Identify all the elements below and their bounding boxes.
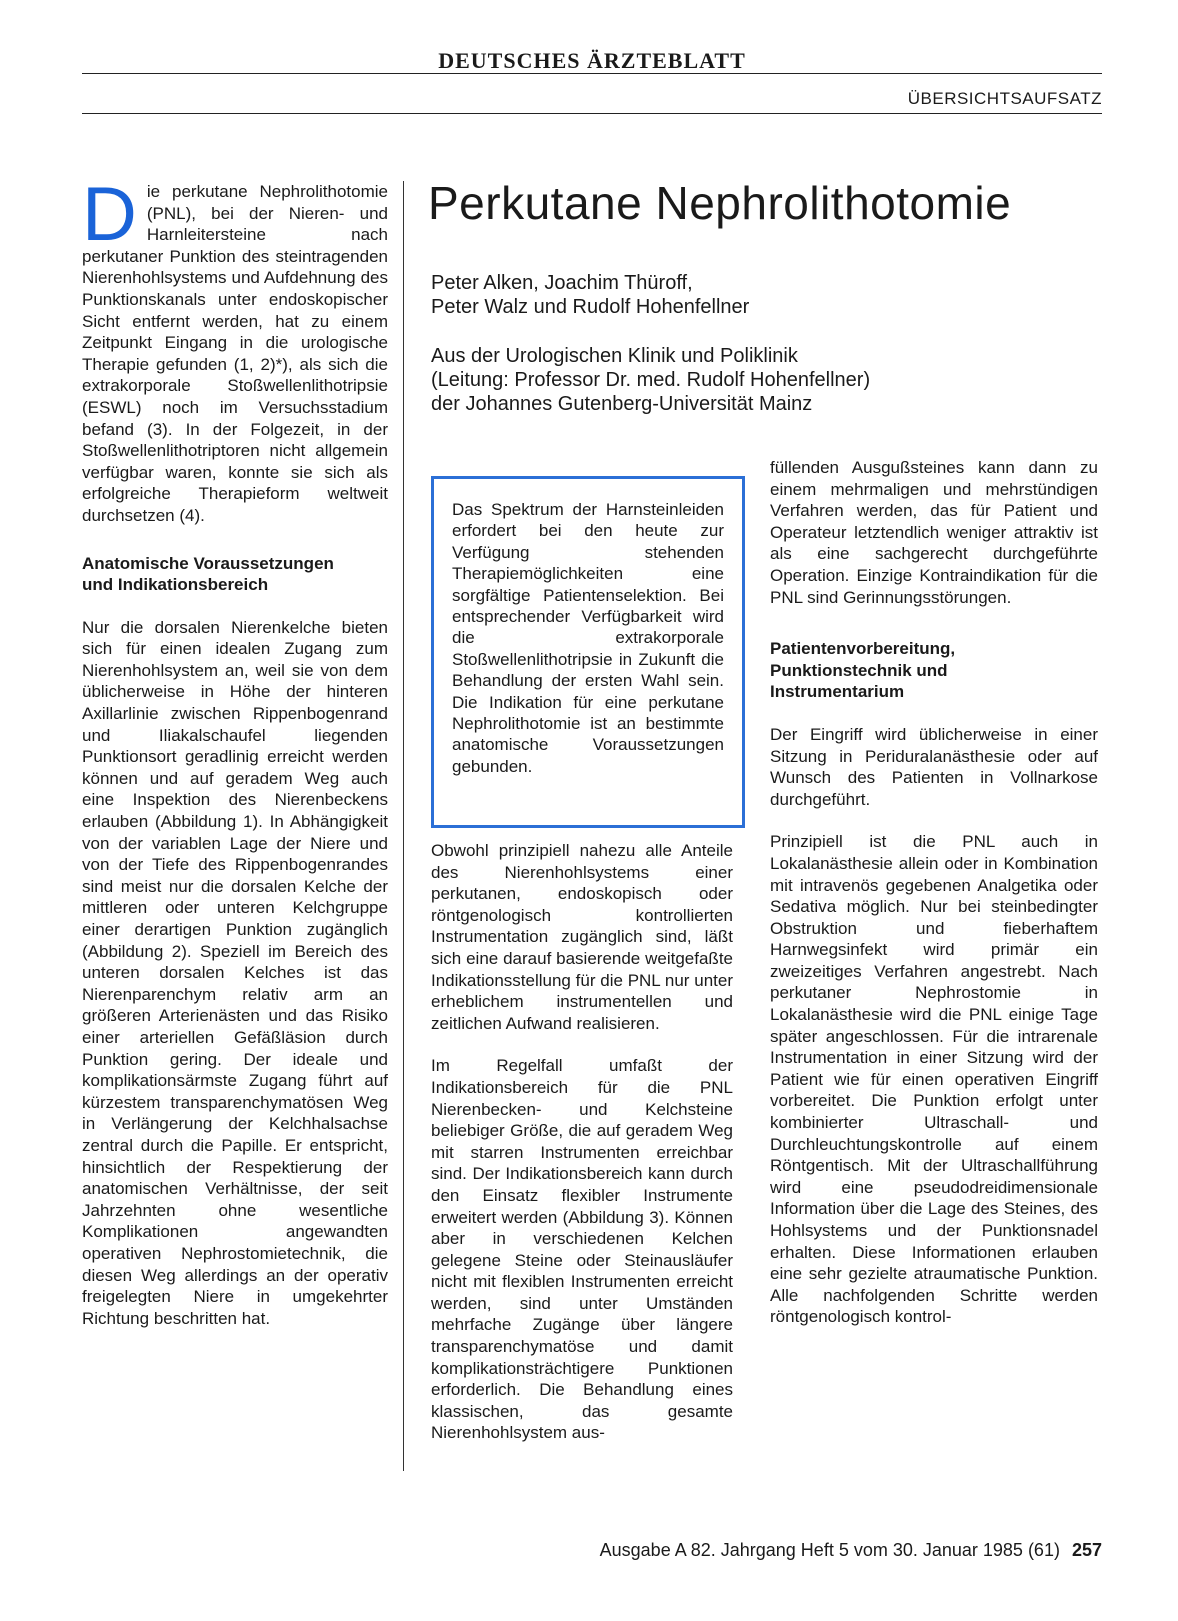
masthead-rule [82,73,1102,74]
section-rule [82,113,1102,114]
column-divider [403,181,404,1471]
intro-text: ie perkutane Nephrolithotomie (PNL), bei der Nieren- und Harnleitersteine nach perkutaner Punktion des steintragenden Nierenhohlsystems und Aufdehnung des Punktionskanals unter endoskopischer Sicht entfernt werden, hat zu einem Zeitpunkt Eingang in die urologische Therapie gefunden (1, 2)*), als sich die extrakorporale Stoßwellenlithotripsie (ESWL) noch im Versuchsstadium befand (3). In der Folgezeit, in der Stoßwellenlithotriptoren nicht allgemein verfügbar waren, konnte sie sich als erfolgreiche Therapieform weltweit durchsetzen (4). [82,182,388,525]
col2-paragraph-2: Im Regelfall umfaßt der Indikationsbereich für die PNL Nierenbecken- und Kelchsteine beliebiger Größe, die auf geradem Weg mit starren Instrumenten erreichbar sind. Der Indikationsbereich kann durch den Einsatz flexibler Instrumente erweitert werden (Abbildung 3). Können aber in verschiedenen Kelchen gelegene Steine oder Steinausläufer nicht mit flexiblen Instrumenten erreicht werden, sind unter Umständen mehrfache Zugänge über längere transparenchymatöse und damit komplikationsträchtigere Punktionen erforderlich. Die Behandlung eines klassischen, das gesamte Nierenhohlsystem aus- [431,1056,733,1443]
section-heading-anatomy: Anatomische Voraussetzungen und Indikationsbereich [82,553,334,595]
page-number: 257 [1071,1540,1102,1560]
authors-line-1: Peter Alken, Joachim Thüroff, [431,272,693,294]
section-heading-preparation: Patientenvorbereitung, Punktionstechnik und Instrumentarium [770,639,956,702]
authors-line-2: Peter Walz und Rudolf Hohenfellner [431,296,750,318]
column-2 [431,840,733,1465]
affiliation-line-2: (Leitung: Professor Dr. med. Rudolf Hohenfellner) [431,369,871,391]
article-title: Perkutane Nephrolithotomie [428,177,1012,229]
abstract-text: Das Spektrum der Harnsteinleiden erfordert bei den heute zur Verfügung stehenden Therapiemöglichkeiten eine sorgfältige Patientenselektion. Bei entsprechender Verfügbarkeit wird die extrakorporale Stoßwellenlithotripsie in Zukunft die Behandlung der ersten Wahl sein. Die Indikation für eine perkutane Nephrolithotomie ist an bestimmte anatomische Voraussetzungen gebunden. [452,500,724,776]
footer-citation: Ausgabe A 82. Jahrgang Heft 5 vom 30. Januar 1985 (61) [599,1540,1060,1560]
affiliation-line-1: Aus der Urologischen Klinik und Poliklinik [431,345,798,367]
page-footer [600,1540,1102,1561]
drop-cap: D [82,172,137,257]
intro-paragraph [82,172,388,527]
section-label: ÜBERSICHTSAUFSATZ [907,89,1102,108]
affiliation-line-3: der Johannes Gutenberg-Universität Mainz [431,393,813,415]
column-1 [82,172,388,1350]
column-3 [770,457,1098,1349]
masthead: DEUTSCHES ÄRZTEBLATT [438,48,746,73]
affiliation [431,344,870,416]
col3-paragraph-1: füllenden Ausgußsteines kann dann zu einem mehrmaligen und mehrstündigen Verfahren werden, das für Patient und Operateur letztendlich weniger attraktiv ist als eine sachgerecht durchgeführte Operation. Einzige Kontraindikation für die PNL sind Gerinnungsstörungen. [770,458,1098,607]
body-paragraph: Nur die dorsalen Nierenkelche bieten sich für einen idealen Zugang zum Nierenhohlsystem an, weil sie von dem üblicherweise in Höhe der hinteren Axillarlinie zwischen Rippenbogenrand und Iliakalschaufel liegenden Punktionsort geradlinig erreicht werden können und auf geradem Weg auch eine Inspektion des Nierenbeckens erlauben (Abbildung 1). In Abhängigkeit von der variablen Lage der Niere und von der Tiefe des Rippenbogenrandes sind meist nur die dorsalen Kelche der mittleren oder unteren Kelchgruppe einer derartigen Punktion zugänglich (Abbildung 2). Speziell im Bereich des unteren dorsalen Kelches ist das Nierenparenchym relativ arm an größeren Arterienästen und das Risiko einer arteriellen Gefäßläsion durch Punktion gering. Der ideale und komplikationsärmste Zugang führt auf kürzestem transparenchymatösen Weg in Verlängerung der Kelchhalsachse zentral durch die Papille. Er entspricht, hinsichtlich der Respektierung der anatomischen Verhältnisse, der seit Jahrzehnten ohne wesentliche Komplikationen angewandten operativen Nephrostomietechnik, die diesen Weg allerdings an der operativ freigelegten Niere in umgekehrter Richtung beschritten hat. [82,617,388,1328]
col3-paragraph-2: Der Eingriff wird üblicherweise in einer Sitzung in Periduralanästhesie oder auf Wunsch des Patienten in Vollnarkose durchgeführt. [770,724,1098,809]
col3-paragraph-3: Prinzipiell ist die PNL auch in Lokalanästhesie allein oder in Kombination mit intravenös gegebenen Analgetika oder Sedativa möglich. Nur bei steinbedingter Obstruktion und fieberhaftem Harnwegsinfekt wird primär ein zweizeitiges Verfahren angestrebt. Nach perkutaner Nephrostomie in Lokalanästhesie wird die PNL einige Tage später angeschlossen. Für die intrarenale Instrumentation in einer Sitzung wird der Patient wie für einen operativen Eingriff vorbereitet. Die Punktion erfolgt unter kombinierter Ultraschall- und Durchleuchtungskontrolle auf einem Röntgentisch. Mit der Ultraschallführung wird eine pseudodreidimensionale Information über die Lage des Steines, des Hohlsystems und der Punktionsnadel erhalten. Diese Informationen erlauben eine sehr gezielte atraumatische Punktion. Alle nachfolgenden Schritte werden röntgenologisch kontrol- [770,832,1098,1327]
authors [431,271,749,319]
col2-paragraph-1: Obwohl prinzipiell nahezu alle Anteile des Nierenhohlsystems einer perkutanen, endoskopisch oder röntgenologisch kontrollierten Instrumentation zugänglich sind, läßt sich eine darauf basierende weitgefaßte Indikationsstellung für die PNL nur unter erheblichem instrumentellen und zeitlichen Aufwand realisieren. [431,841,733,1033]
